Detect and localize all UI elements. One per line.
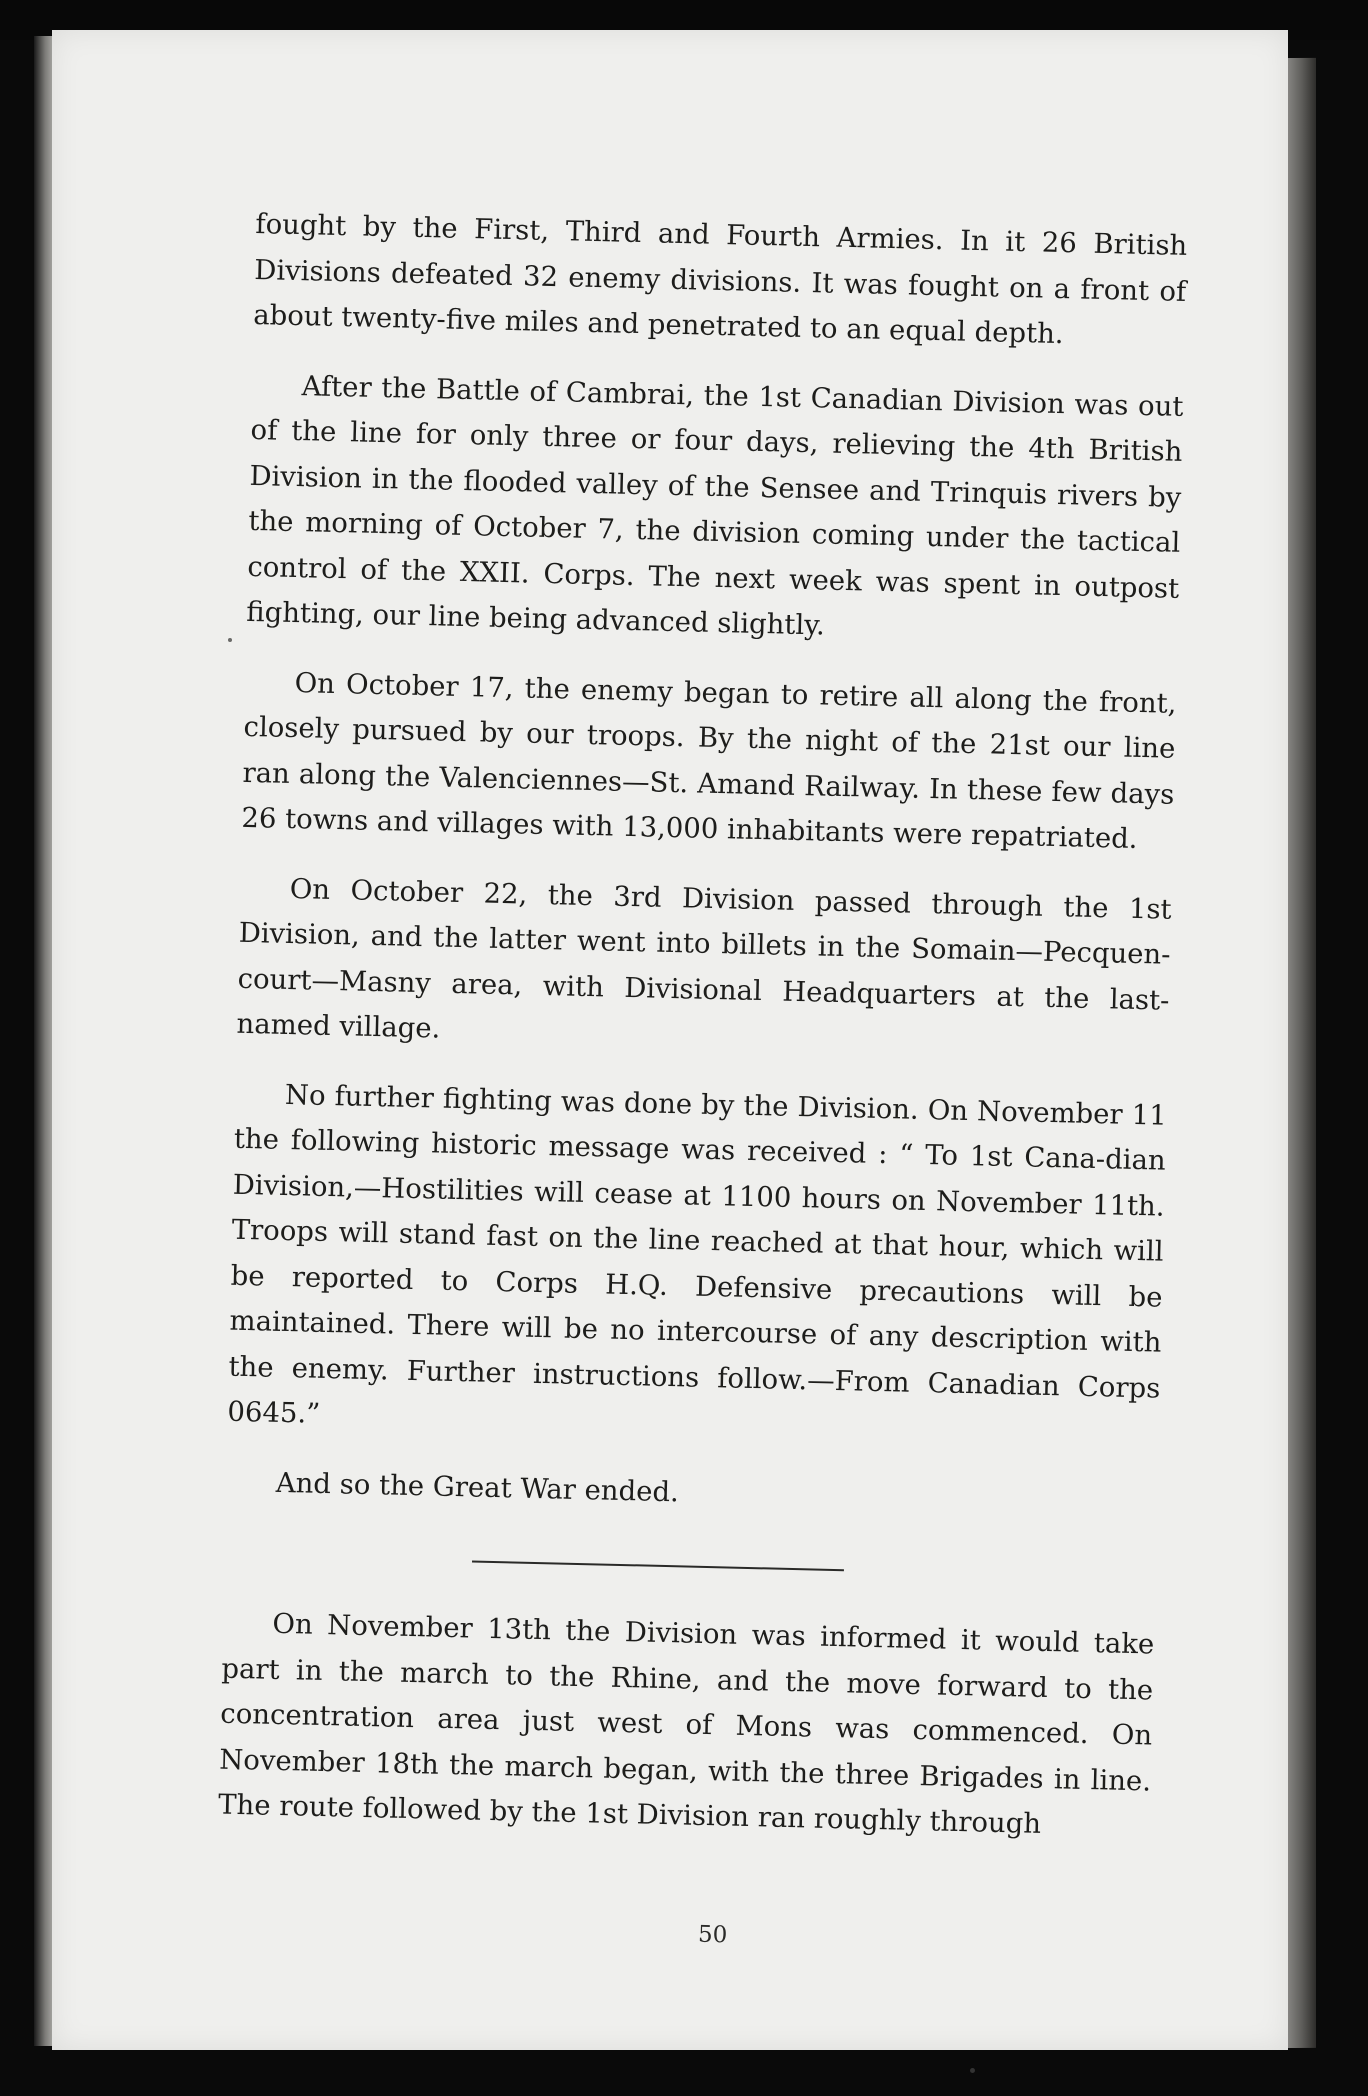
paragraph-4: On October 22, the 3rd Division passed through the 1st Division, and the latter went into billets in the Somain—Pecquen-court—Masny area, with Divisional Headquarters at the last-named village. — [236, 872, 1172, 1045]
paragraph-2: After the Battle of Cambrai, the 1st Canadian Division was out of the line for only three or four days, relieving the 4th British Division in the flooded valley of the Sensee and Trinquis rivers by the morning of October 7, the division coming under the tactical control of the XXII. Corps. The next week was spent in outpost fighting, our line being advanced slightly. — [245, 369, 1184, 642]
book-page — [52, 30, 1288, 2050]
section-divider — [472, 1560, 844, 1571]
scan-speck — [970, 2068, 975, 2073]
page-number: 50 — [697, 1921, 728, 1949]
paragraph-6: And so the Great War ended. — [275, 1466, 680, 1508]
paragraph-5: No further fighting was done by the Division. On November 11 the following historic message was received : “ To 1st Cana-dian Division,—Hostilities will cease at 1100 hours on November 11th. Troops will stand fast on the line reached at that hour, which will be reported to Corps H.Q. Defensive precautions will be maintained. There will be no intercourse of any description with the enemy. Further instructions follow.—From Canadian Corps 0645.” — [227, 1078, 1168, 1430]
page-body-text — [217, 202, 1188, 1874]
paragraph-1: fought by the First, Third and Fourth Armies. In it 26 British Divisions defeated 32 enemy divisions. It was fought on a front of about twenty-five miles and penetrated to an equal depth. — [252, 207, 1188, 351]
scan-speck — [228, 638, 232, 642]
paragraph-3: On October 17, the enemy began to retire all along the front, closely pursued by our troops. By the night of the 21st our line ran along the Valenciennes—St. Amand Railway. In these few days 26 towns and villages with 13,000 inhabitants were repatriated. — [241, 666, 1177, 855]
paragraph-7: On November 13th the Division was informed it would take part in the march to the Rhine, and the move forward to the concentration area just west of Mons was commenced. On November 18th the march began, with the three Brigades in line. The route followed by the 1st Division ran roughly through — [217, 1607, 1155, 1840]
